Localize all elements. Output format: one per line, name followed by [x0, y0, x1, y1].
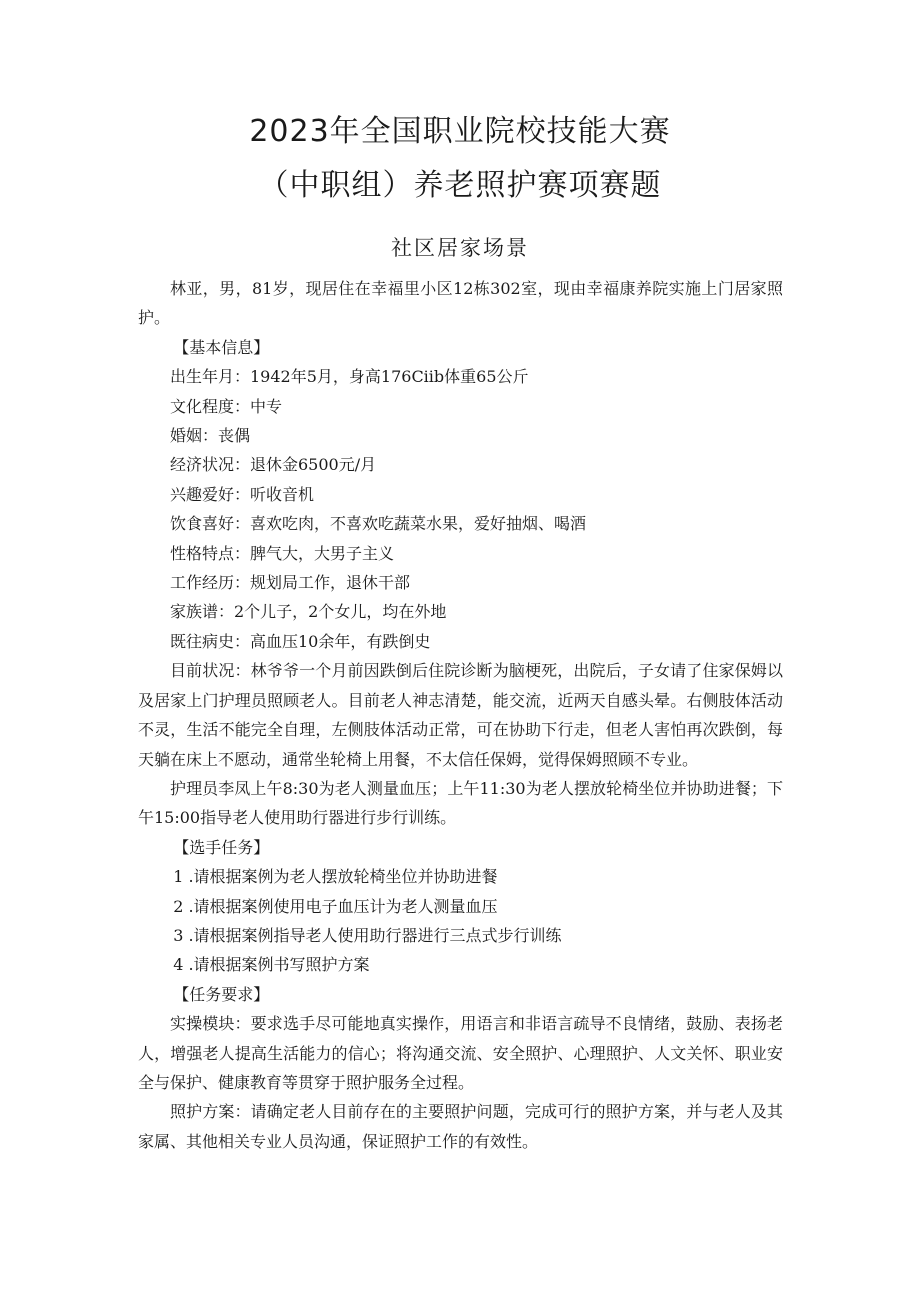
basic-info-hobby: 兴趣爱好：听收音机 [170, 484, 315, 504]
section-title: 社区居家场景 [391, 236, 529, 260]
document-body [138, 274, 783, 1156]
schedule-paragraph: 护理员李凤上午8:30为老人测量血压；上午11:30为老人摆放轮椅坐位并协助进餐；下午15:00指导老人使用助行器进行步行训练。 [138, 778, 783, 828]
tasks-heading: 【选手任务】 [173, 837, 270, 857]
intro-paragraph: 林亚，男，81岁，现居住在幸福里小区12栋302室，现由幸福康养院实施上门居家照护。 [138, 279, 783, 328]
basic-info-marriage: 婚姻：丧偶 [170, 426, 251, 446]
current-status-paragraph: 目前状况：林爷爷一个月前因跌倒后住院诊断为脑梗死，出院后，子女请了住家保姆以及居家上门护理员照顾老人。目前老人神志清楚，能交流，近两天自感头晕。右侧肢体活动不灵，生活不能完全自理，左侧肢体活动正常，可在协助下行走，但老人害怕再次跌倒，每天躺在床上不愿动，通常坐轮椅上用餐，不太信任保姆，觉得保姆照顾不专业。 [138, 661, 783, 769]
basic-info-education: 文化程度：中专 [170, 396, 283, 416]
task-item: 2 .请根据案例使用电子血压计为老人测量血压 [173, 896, 498, 916]
requirements-care-plan: 照护方案：请确定老人目前存在的主要照护问题，完成可行的照护方案，并与老人及其家属、其他相关专业人员沟通，保证照护工作的有效性。 [138, 1102, 783, 1151]
task-item: 4 .请根据案例书写照护方案 [173, 955, 370, 975]
basic-info-economy: 经济状况：退休金6500元/月 [170, 455, 377, 475]
requirements-practical: 实操模块：要求选手尽可能地真实操作，用语言和非语言疏导不良情绪，鼓励、表扬老人，增强老人提高生活能力的信心；将沟通交流、安全照护、心理照护、人文关怀、职业安全与保护、健康教育等贯穿于照护服务全过程。 [138, 1014, 783, 1092]
basic-info-personality: 性格特点：脾气大，大男子主义 [170, 543, 395, 563]
document-title-line2: （中职组）养老照护赛项赛题 [258, 168, 662, 203]
task-item: 1 .请根据案例为老人摆放轮椅坐位并协助进餐 [173, 867, 498, 887]
task-item: 3 .请根据案例指导老人使用助行器进行三点式步行训练 [173, 925, 562, 945]
basic-info-history: 既往病史：高血压10余年，有跌倒史 [170, 631, 431, 651]
requirements-heading: 【任务要求】 [173, 984, 270, 1004]
basic-info-family: 家族谱：2个儿子，2个女儿，均在外地 [170, 602, 447, 622]
basic-info-work: 工作经历：规划局工作，退休干部 [170, 573, 411, 593]
basic-info-diet: 饮食喜好：喜欢吃肉，不喜欢吃蔬菜水果，爱好抽烟、喝酒 [170, 514, 587, 534]
basic-info-heading: 【基本信息】 [173, 337, 270, 357]
basic-info-birth: 出生年月：1942年5月，身高176Ciib体重65公斤 [170, 367, 529, 387]
document-title-line1: 2023年全国职业院校技能大赛 [249, 114, 671, 149]
